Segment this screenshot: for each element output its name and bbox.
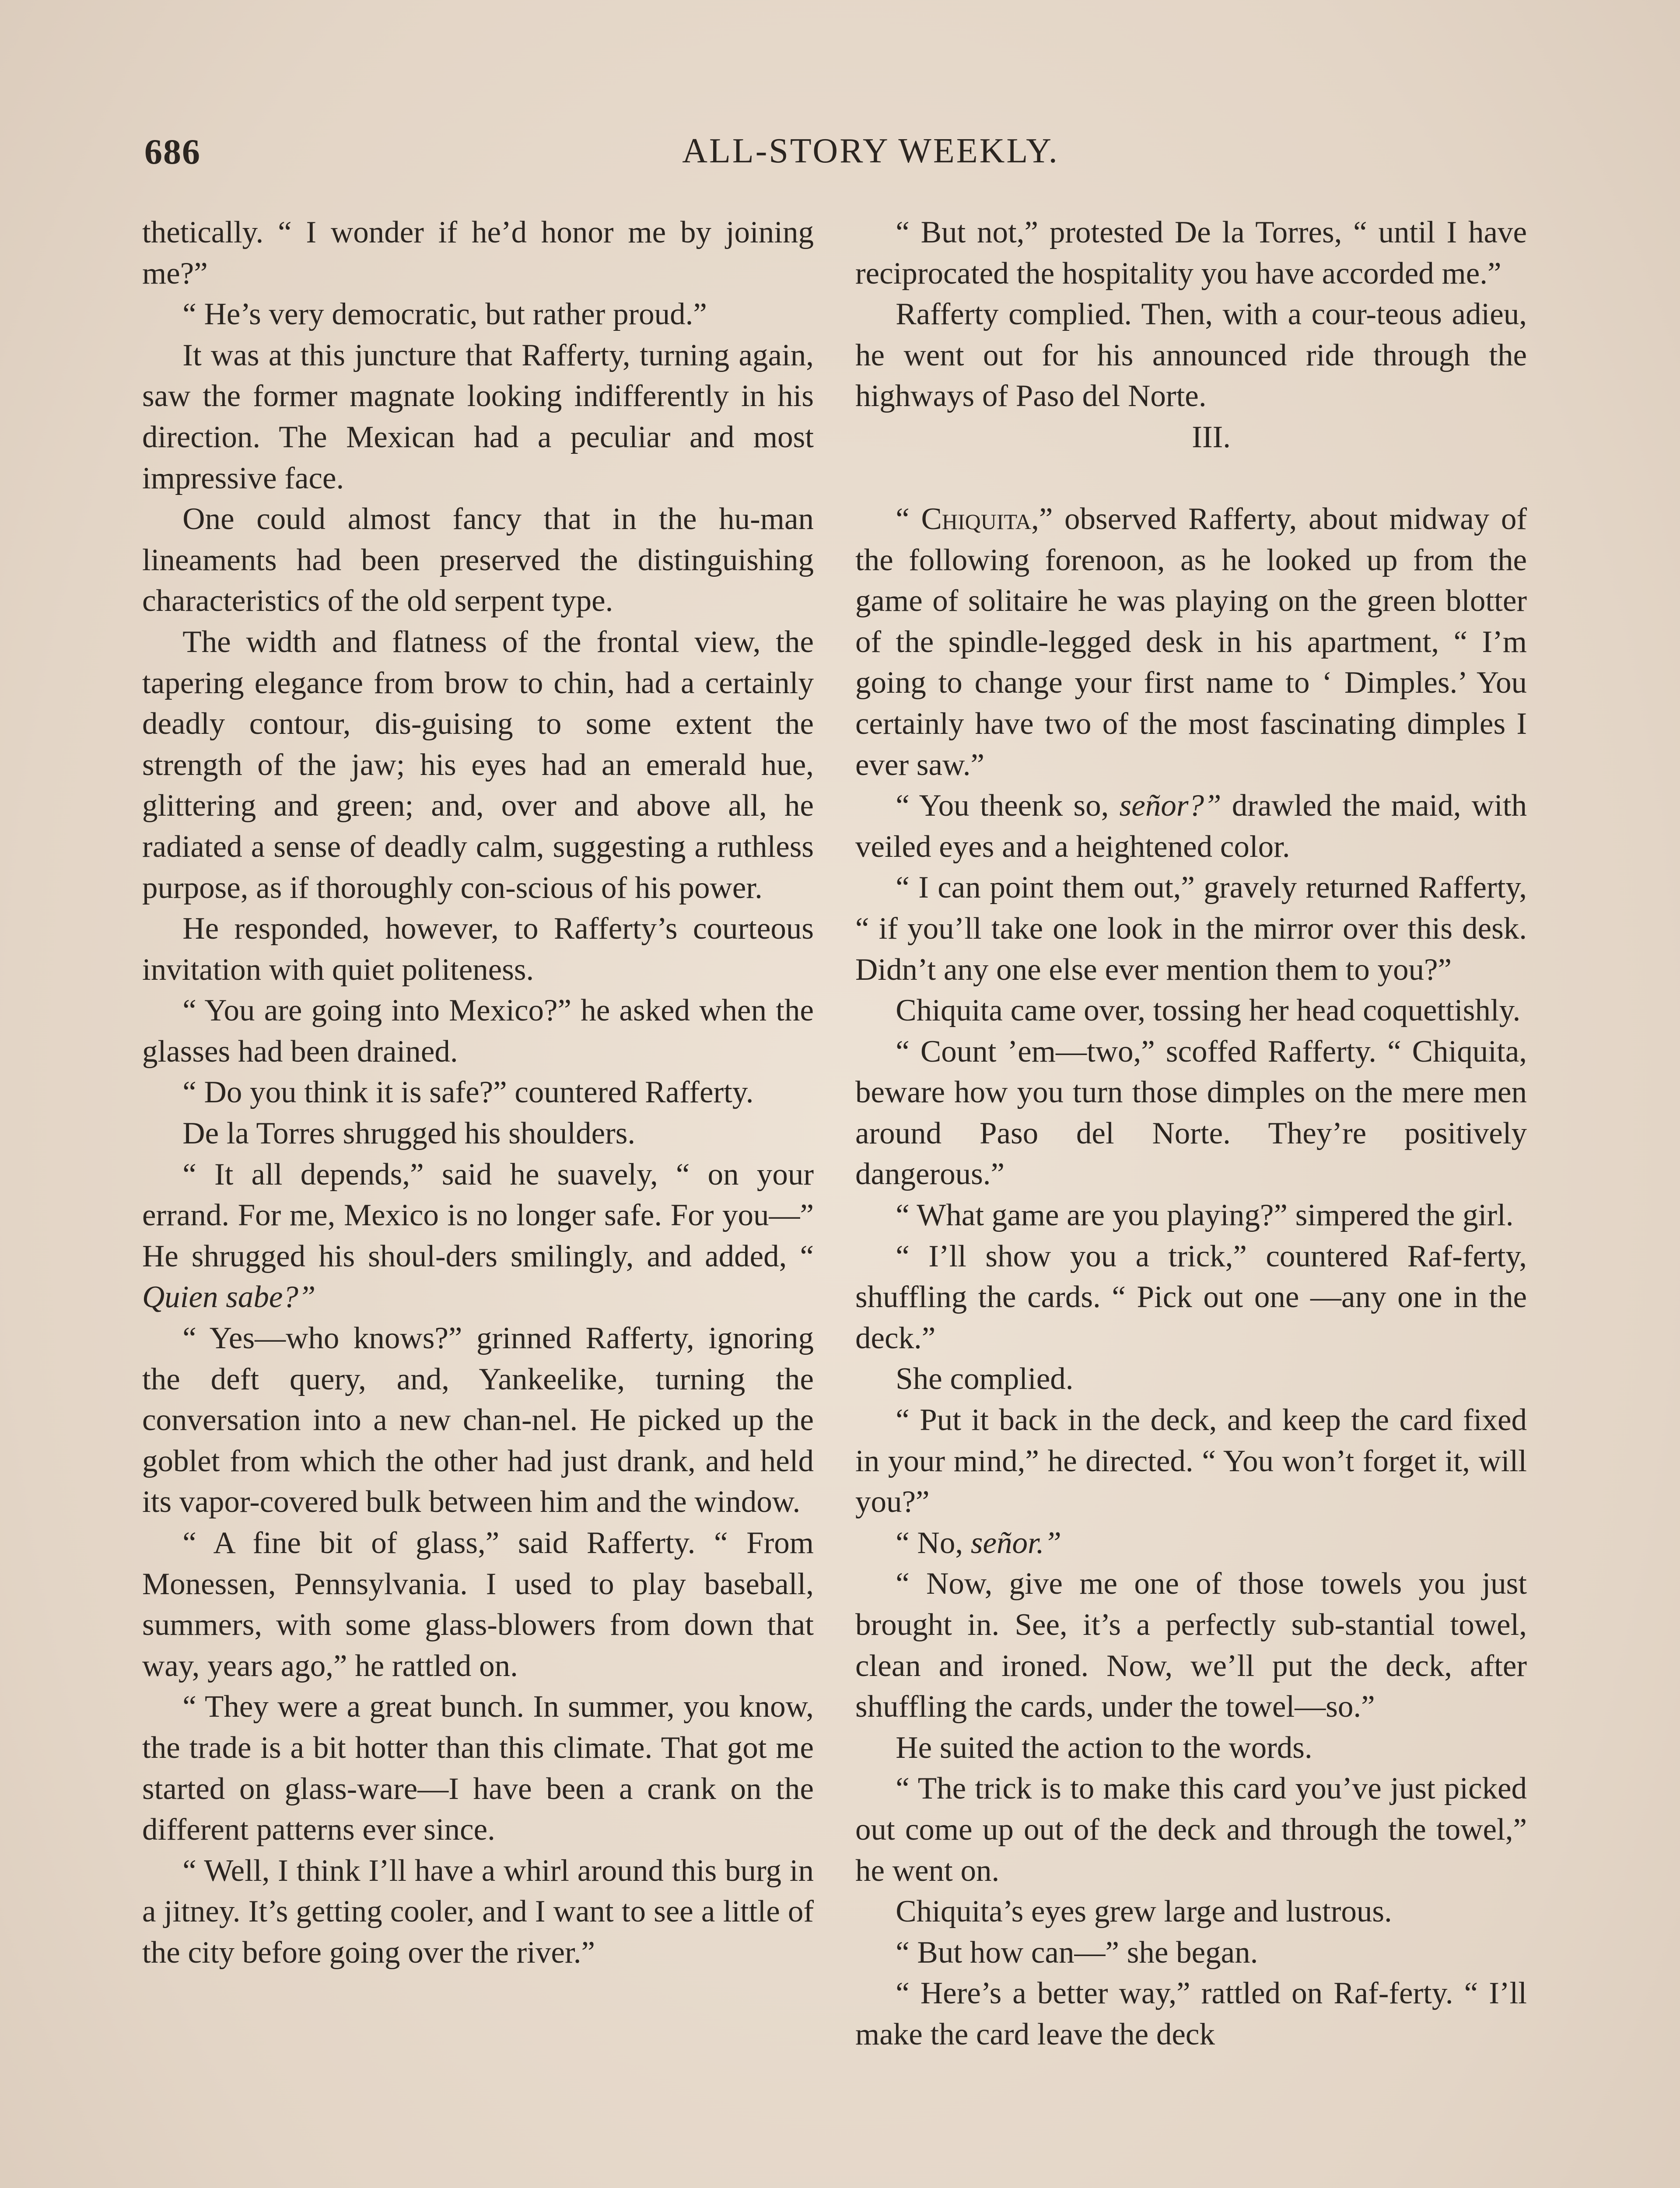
paragraph: He suited the action to the words. [896, 1730, 1312, 1765]
paragraph: “ Count ’em—two,” scoffed Rafferty. “ Chiquita, beware how you turn those dimples on the mere men around Paso del Norte. They’re positively dangerous.” [855, 1034, 1527, 1192]
paragraph: Chiquita’s eyes grew large and lustrous. [896, 1894, 1392, 1929]
paragraph: “ Now, give me one of those towels you just brought in. See, it’s a perfectly sub-stantial towel, clean and ironed. Now, we’ll put the deck, after shuffling the cards, under the towel—so.” [855, 1567, 1527, 1724]
paragraph: “ Yes—who knows?” grinned Rafferty, ignoring the deft query, and, Yankeelike, turning the conversation into a new chan-nel. He picked up the goblet from which the other had just drank, and held its vapor-covered bulk between him and the window. [142, 1321, 814, 1519]
paragraph: “ You are going into Mexico?” he asked when the glasses had been drained. [142, 993, 814, 1069]
paragraph: “ Here’s a better way,” rattled on Raf-ferty. “ I’ll make the card leave the deck [855, 1976, 1527, 2051]
paragraph: She complied. [896, 1362, 1074, 1396]
paragraph: “ I’ll show you a trick,” countered Raf-ferty, shuffling the cards. “ Pick out one —any one in the deck.” [855, 1239, 1527, 1355]
italic-phrase: señor.” [970, 1525, 1061, 1560]
section-heading: III. [1192, 420, 1231, 454]
paragraph: Rafferty complied. Then, with a cour-teous adieu, he went out for his announced ride through the highways of Paso del Norte. [855, 297, 1527, 414]
paragraph-text: “ It all depends,” said he suavely, “ on your errand. For me, Mexico is no longer safe. For you—” He shrugged his shoul-ders smilingly, and added, “ [142, 1157, 814, 1273]
left-column [142, 212, 814, 1974]
paragraph [142, 1154, 814, 1318]
right-column [855, 212, 1527, 2055]
italic-phrase: Quien sabe?” [142, 1280, 316, 1315]
paragraph: “ A fine bit of glass,” said Rafferty. “ From Monessen, Pennsylvania. I used to play baseball, summers, with some glass-blowers from down that way, years ago,” he rattled on. [142, 1526, 814, 1683]
italic-phrase: señor?” [1119, 789, 1222, 823]
paragraph: “ Well, I think I’ll have a whirl around this burg in a jitney. It’s getting cooler, and I want to see a little of the city before going over the river.” [142, 1853, 814, 1970]
paragraph: Chiquita came over, tossing her head coquettishly. [896, 993, 1521, 1028]
paragraph: One could almost fancy that in the hu-man lineaments had been preserved the distinguishing characteristics of the old serpent type. [142, 502, 814, 618]
paragraph [855, 1523, 1527, 1564]
paragraph: “ The trick is to make this card you’ve just picked out come up out of the deck and through the towel,” he went on. [855, 1771, 1527, 1888]
paragraph-text: “ No, [896, 1525, 971, 1560]
paragraph: “ What game are you playing?” simpered the girl. [896, 1198, 1514, 1233]
paragraph: “ I can point them out,” gravely returned Rafferty, “ if you’ll take one look in the mirror over this desk. Didn’t any one else ever mention them to you?” [855, 870, 1527, 987]
paragraph: “ But not,” protested De la Torres, “ until I have reciprocated the hospitality you have accorded me.” [855, 215, 1527, 291]
paragraph: “ Put it back in the deck, and keep the card fixed in your mind,” he directed. “ You won’t forget it, will you?” [855, 1403, 1527, 1519]
paragraph: “ He’s very democratic, but rather proud.” [182, 297, 707, 332]
paragraph-text: drawled the maid, with veiled eyes and a heightened color. [855, 789, 1527, 864]
smallcaps-name: Chiquita [921, 501, 1032, 536]
paragraph-text: “ [896, 501, 921, 536]
paragraph: The width and flatness of the frontal view, the tapering elegance from brow to chin, had a certainly deadly contour, dis-guising to some extent the strength of the jaw; his eyes had an emerald hue, glittering and green; and, over and above all, he radiated a sense of deadly calm, suggesting a ruthless purpose, as if thoroughly con-scious of his power. [142, 624, 814, 905]
paragraph [855, 785, 1527, 867]
paragraph-text: “ You theenk so, [896, 789, 1120, 823]
paragraph-text: ,” observed Rafferty, about midway of the following forenoon, as he looked up from the game of solitaire he was playing on the green blotter of the spindle-legged desk in his apartment, “ I’m going to change your first name to ‘ Dimples.’ You certainly have two of the most fascinating dimples I ever saw.” [855, 501, 1527, 782]
page-number: 686 [144, 132, 201, 172]
paragraph [855, 499, 1527, 785]
paragraph: De la Torres shrugged his shoulders. [182, 1116, 636, 1151]
paragraph: “ Do you think it is safe?” countered Rafferty. [182, 1075, 754, 1110]
paragraph: “ They were a great bunch. In summer, you know, the trade is a bit hotter than this climate. That got me started on glass-ware—I have been a crank on the different patterns ever since. [142, 1690, 814, 1847]
paragraph: “ But how can—” she began. [896, 1935, 1258, 1970]
paragraph: thetically. “ I wonder if he’d honor me by joining me?” [142, 215, 814, 291]
paragraph: He responded, however, to Rafferty’s courteous invitation with quiet politeness. [142, 912, 814, 987]
page-header [144, 131, 1531, 184]
running-title: ALL-STORY WEEKLY. [682, 132, 1059, 170]
paragraph: It was at this juncture that Rafferty, turning again, saw the former magnate looking indifferently in his direction. The Mexican had a peculiar and most impressive face. [142, 338, 814, 495]
